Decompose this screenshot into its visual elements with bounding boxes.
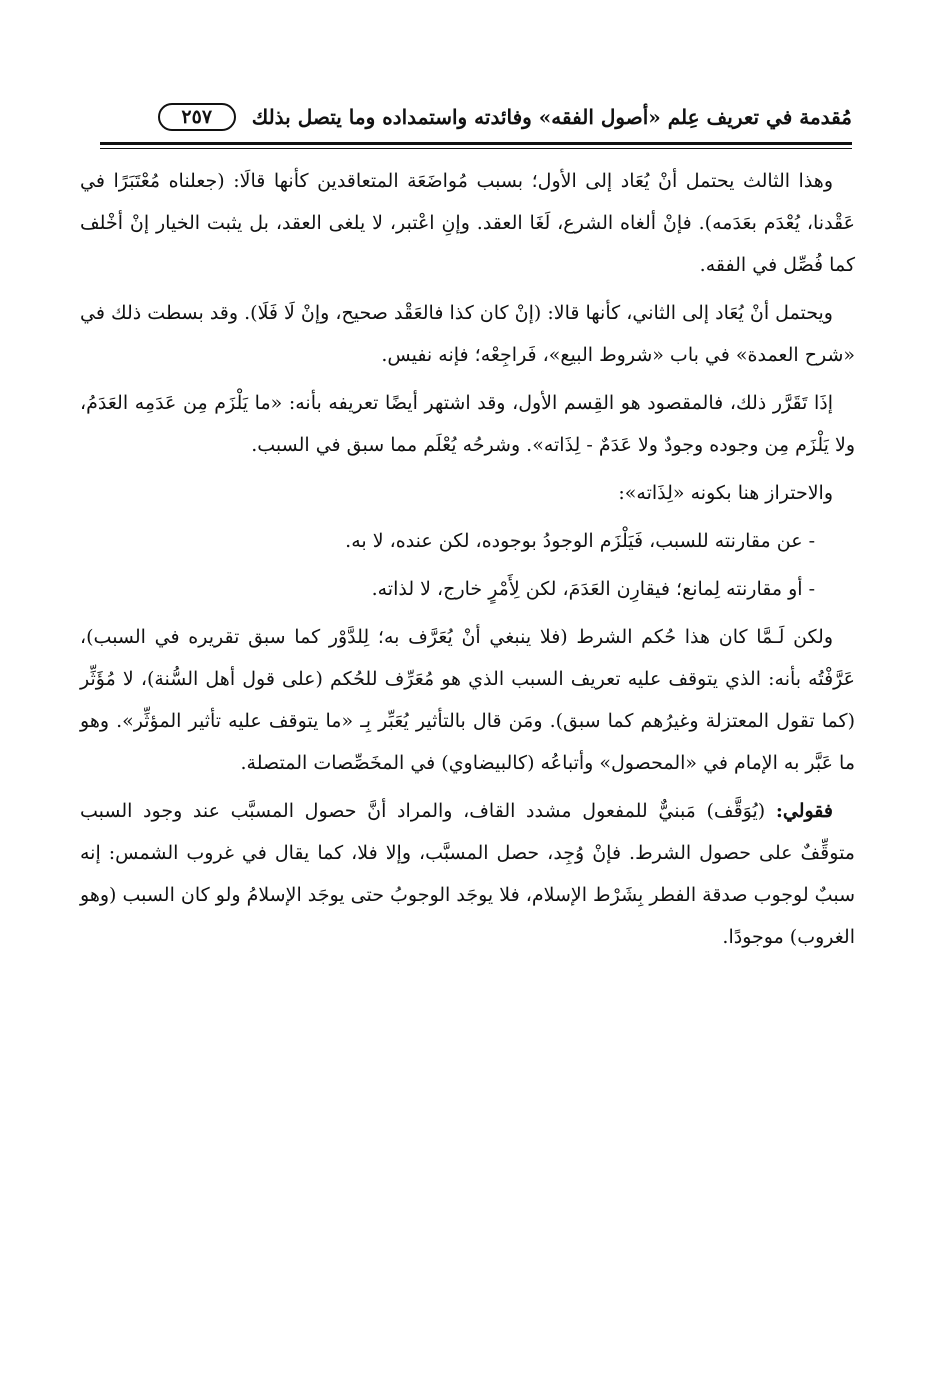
running-header xyxy=(100,92,852,142)
header-rule-thick xyxy=(100,142,852,145)
list-item: - عن مقارنته للسبب، فَيَلْزَم الوجودُ بوجوده، لكن عنده، لا به. xyxy=(345,530,815,552)
paragraph: والاحتراز هنا بكونه «لِذَاته»: xyxy=(618,482,833,504)
paragraph: إذَا تَقَرَّر ذلك، فالمقصود هو القِسم الأول، وقد اشتهر أيضًا تعريفه بأنه: «ما يَلْزَم مِن عَدَمِه العَدَمُ، ولا يَلْزَم مِن وجوده وجودٌ ولا عَدَمٌ - لِذَاته». وشرحُه يُعْلَم مما سبق في السبب. xyxy=(80,392,855,456)
paragraph-lead: فقولي: xyxy=(775,800,833,822)
header-title: مُقدمة في تعريف عِلم «أصول الفقه» وفائدته واستمداده وما يتصل بذلك xyxy=(251,105,852,129)
paragraph-text: (يُوَقَّف) مَبنيٌّ للمفعول مشدد القاف، والمراد أنَّ حصول المسبَّب عند وجود السبب متوقِّفٌ على حصول الشرط. فإنْ وُجِد، حصل المسبَّب، وإلا فلا، كما يقال في غروب الشمس: إنه سببٌ لوجوب صدقة الفطر بِشَرْط الإسلام، فلا يوجَد الوجوبُ حتى يوجَد الإسلامُ ولو كان السبب (وهو الغروب) موجودًا. xyxy=(80,800,855,948)
header-rule-thin xyxy=(100,148,852,149)
page-number-badge: ٢٥٧ xyxy=(158,103,236,131)
body-text xyxy=(80,160,855,958)
list-item: - أو مقارنته لِمانع؛ فيقارِن العَدَمَ، لكن لِأَمْرٍ خارج، لا لذاته. xyxy=(371,578,815,600)
paragraph: ويحتمل أنْ يُعَاد إلى الثاني، كأنها قالا: (إنْ كان كذا فالعَقْد صحيح، وإنْ لَا فَلَا). وقد بسطت ذلك في «شرح العمدة» في باب «شروط البيع»، فَراجِعْه؛ فإنه نفيس. xyxy=(80,302,855,366)
paragraph: ولكن لَـمَّا كان هذا حُكم الشرط (فلا ينبغي أنْ يُعَرَّف به؛ لِلدَّوْر كما سبق تقريره في السبب)، عَرَّفْتُه بأنه: الذي يتوقف عليه تعريف السبب الذي هو مُعَرِّف للحُكم (على قول أهل السُّنة)، لا مُؤَثِّر (كما تقول المعتزلة وغيرُهم كما سبق). ومَن قال بالتأثير يُعَبِّر بِـ «ما يتوقف عليه تأثير المؤثِّر». وهو ما عَبَّر به الإمام في «المحصول» وأتباعُه (كالبيضاوي) في المخَصِّصات المتصلة. xyxy=(80,626,855,774)
paragraph xyxy=(80,790,855,958)
paragraph: وهذا الثالث يحتمل أنْ يُعَاد إلى الأول؛ بسبب مُواضَعَة المتعاقدين كأنها قالَا: (جعلناه مُعْتَبَرًا في عَقْدنا، يُعْدَم بعَدَمه). فإنْ ألغاه الشرع، لَغَا العقد. وإنِ اعْتبر، لا يلغى العقد، بل يثبت الخيار إنْ أخْلف كما فُصِّل في الفقه. xyxy=(80,170,855,276)
